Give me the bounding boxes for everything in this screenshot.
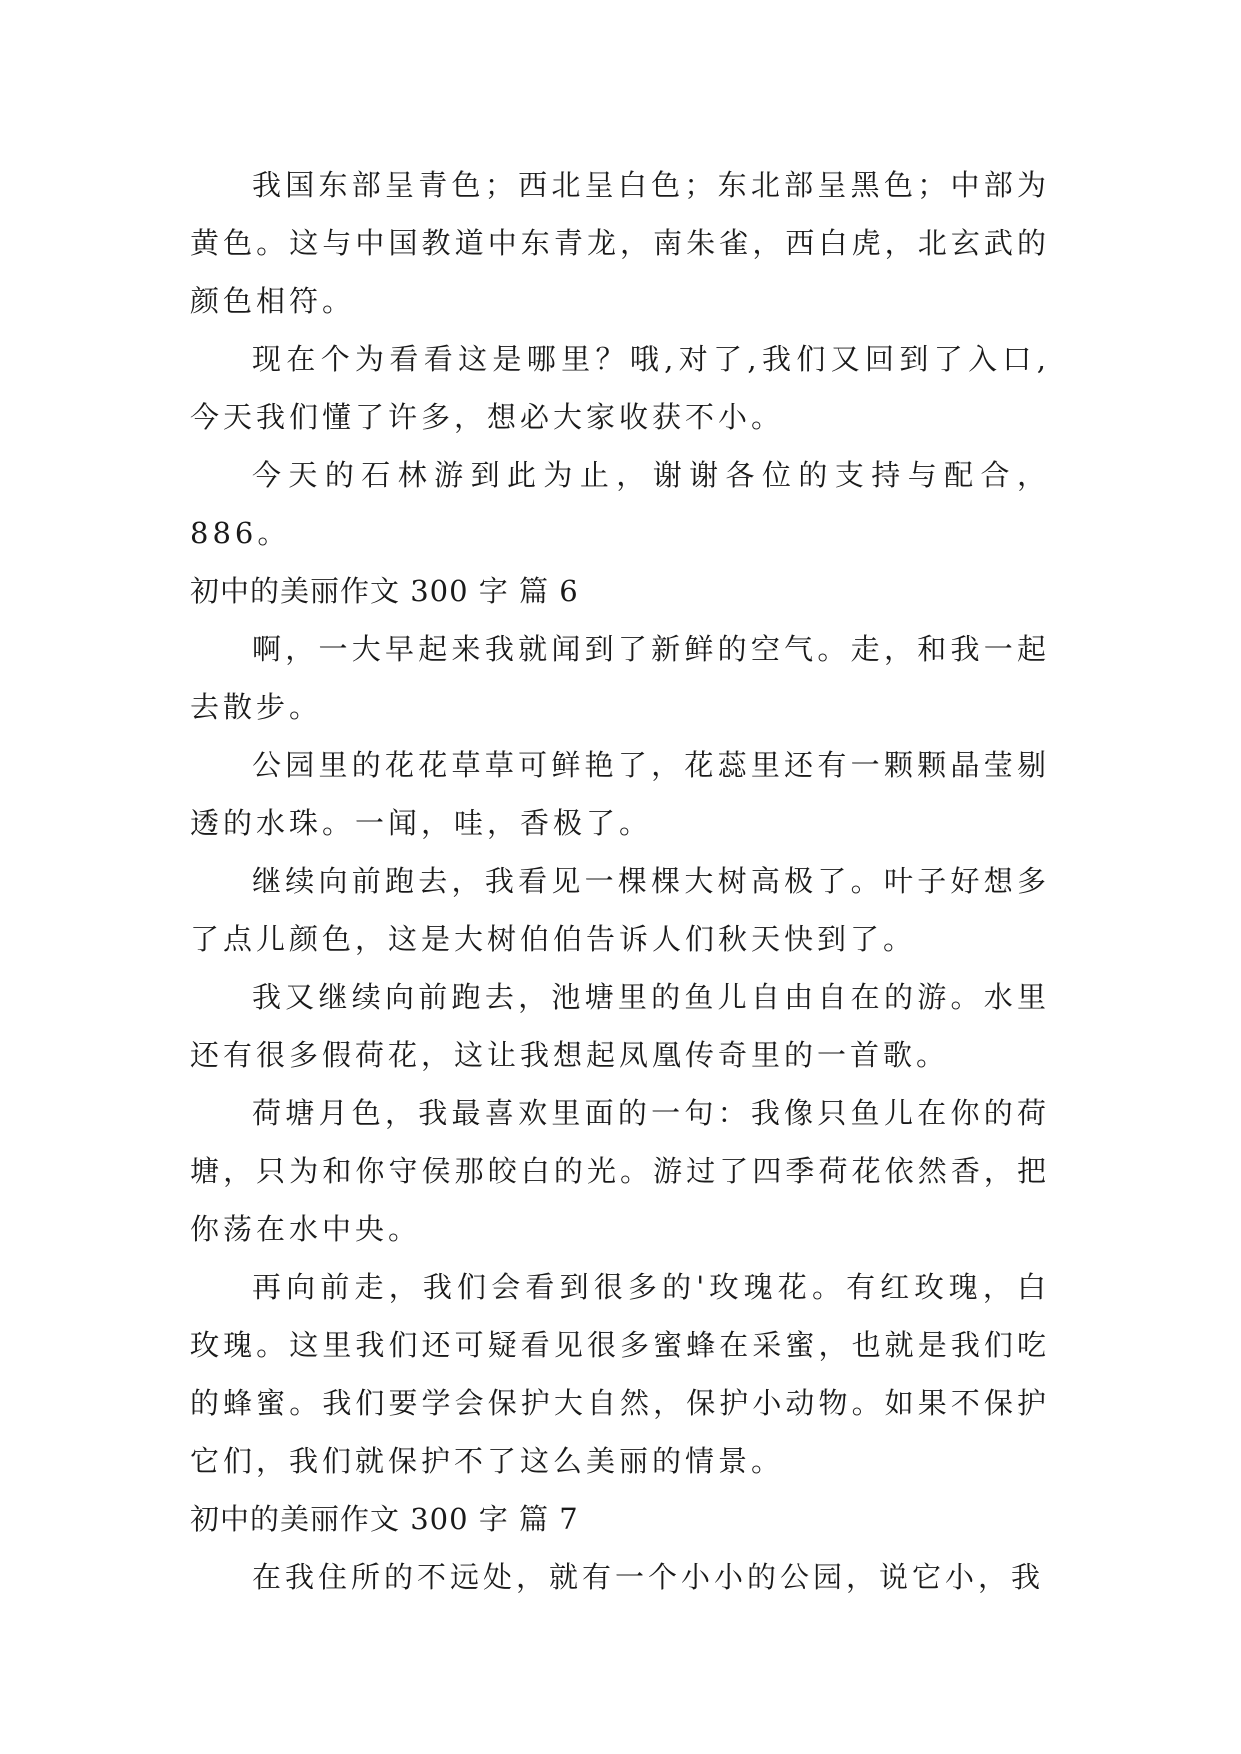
- paragraph: 公园里的花花草草可鲜艳了，花蕊里还有一颗颗晶莹剔透的水珠。一闻，哇，香极了。: [190, 748, 1050, 840]
- paragraph: 再向前走，我们会看到很多的'玫瑰花。有红玫瑰，白玫瑰。这里我们还可疑看见很多蜜蜂在采蜜，也就是我们吃的蜂蜜。我们要学会保护大自然，保护小动物。如果不保护它们，我们就保护不了这么美丽的情景。: [190, 1270, 1050, 1478]
- paragraph: 现在个为看看这是哪里？哦,对了,我们又回到了入口,今天我们懂了许多，想必大家收获不小。: [190, 342, 1050, 434]
- section-heading: 初中的美丽作文 300 字 篇 7: [190, 1502, 579, 1536]
- paragraph: 啊，一大早起来我就闻到了新鲜的空气。走，和我一起去散步。: [190, 632, 1050, 724]
- paragraph: 继续向前跑去，我看见一棵棵大树高极了。叶子好想多了点儿颜色，这是大树伯伯告诉人们秋天快到了。: [190, 864, 1050, 956]
- paragraph: 在我住所的不远处，就有一个小小的公园，说它小，我: [252, 1560, 1045, 1594]
- document-body: [190, 156, 1050, 1606]
- section-heading: 初中的美丽作文 300 字 篇 6: [190, 574, 579, 608]
- paragraph: 今天的石林游到此为止，谢谢各位的支持与配合，886。: [190, 458, 1050, 550]
- paragraph: 荷塘月色，我最喜欢里面的一句：我像只鱼儿在你的荷塘，只为和你守侯那皎白的光。游过了四季荷花依然香，把你荡在水中央。: [190, 1096, 1050, 1246]
- paragraph: 我又继续向前跑去，池塘里的鱼儿自由自在的游。水里还有很多假荷花，这让我想起凤凰传奇里的一首歌。: [190, 980, 1050, 1072]
- paragraph: 我国东部呈青色；西北呈白色；东北部呈黑色；中部为黄色。这与中国教道中东青龙，南朱雀，西白虎，北玄武的颜色相符。: [190, 168, 1050, 318]
